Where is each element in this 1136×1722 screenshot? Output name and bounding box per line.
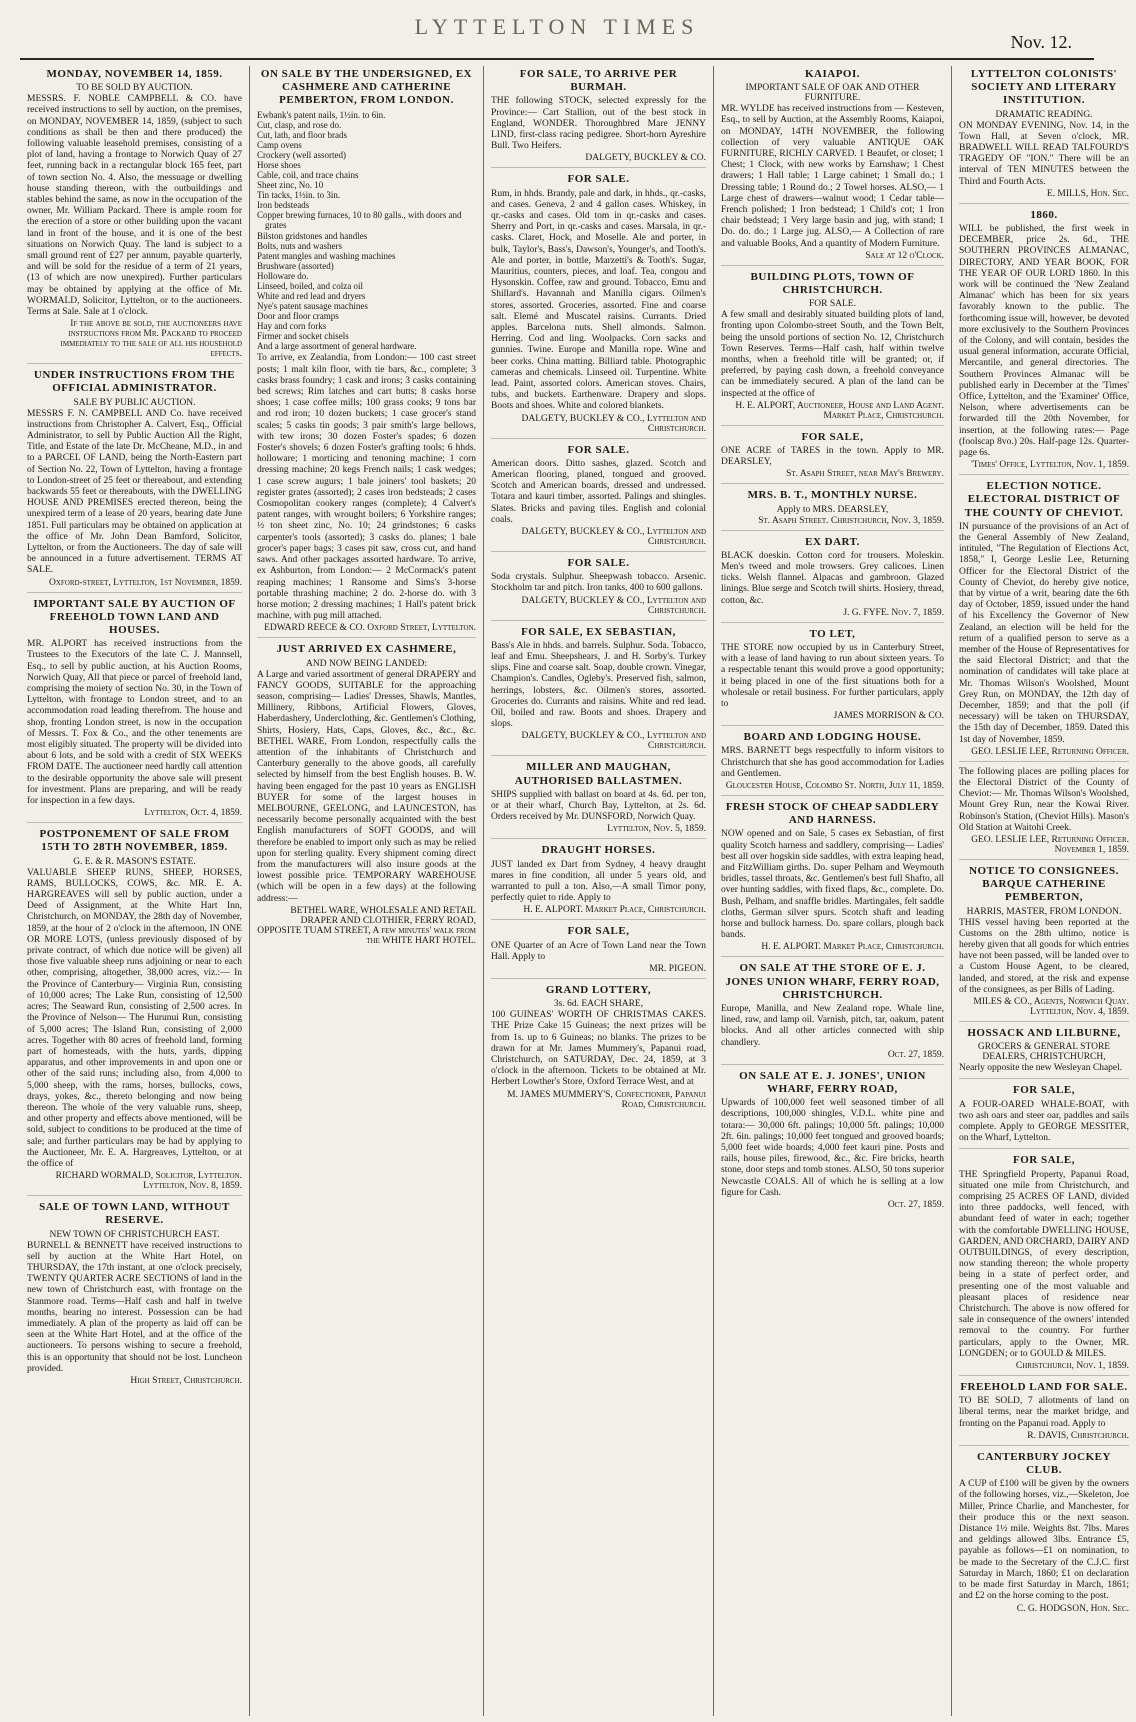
list-item: Sheet zinc, No. 10 bbox=[257, 180, 324, 191]
ad-body: To arrive, ex Zealandia, from London:— 100 cast street posts; 1 malt kiln floor, with tie bars, &c., complete; 3 casks brass foundry; 1 cask and irons; 3 casks containing bed screws; Rim latches and cart butts; 8 casks horse shoes; 1 case coffee mills; 100 grass cooks; 9 tons bar and rod iron; 10 dozen buckets; 1 case grocer's stand scales; 5 casks tin goods; 3 pair smith's large bellows, with tew irons; 30 dozen Foster's spades; 6 dozen Foster's shovels; 6 dozen Foster's grafting tools; 6 hhds. holloware; 1 morticing and tenoning machine; 1 corn dressing machine; 20 kegs French nails; 1 cask wedges; 1 case screw augurs; 1 bale joiners' tool baskets; 20 register grates (assorted); 2 cases iron bedsteads; 2 cases Cosmopolitan cookery ranges (complete); 4 Calvert's patent ranges, with wrought boilers; 6 Yorkshire ranges; ½ ton sheet zinc, No. 10; 24 grindstones; 6 casks carpenter's tools (assorted); 3 casks do. planes; 1 bale grocer's paper bags; 3 cases pit saw, cross cut, and hand saws. And other packages assorted hardware. To arrive, ex Ashburton, from London:— 2 McCormack's patent reaping machines; 1 Ransome and Sims's 3-horse portable thrashing machine; 2 do. 2-horse do. with 3 horse motion; 2 dressing machines; 1 Hall's patent brick machine, with pug mill attached. bbox=[257, 353, 476, 622]
ad-heading: GRAND LOTTERY, bbox=[545, 984, 652, 997]
ad-body: THE STORE now occupied by us in Canterbury Street, with a lease of land having to run about sixteen years. To a respectable tenant this would prove a good opportunity; it being placed in one of the first situations both for a wholesale or retail business. For further particulars, apply to bbox=[721, 643, 944, 710]
column-2 bbox=[250, 66, 484, 1716]
ad-body: VALUABLE SHEEP RUNS, SHEEP, HORSES, RAMS, BULLOCKS, COWS, &c. MR. E. A. HARGREAVES will sell by public auction, under a Deed of Assignment, at the White Hart Inn, Christchurch, on MONDAY, the 28th day of November, 1859, at the hour of 2 o'clock in the afternoon, IN ONE OR MORE LOTS, (unless previously disposed of by private contract, of which due notice will be given) all those five valuable sheep runs adjoining or near to each other, comprising, altogether, 38,000 acres, viz.:— In the Province of Canterbury— Virginia Run, consisting of 10,000 acres; The Lake Run, consisting of 12,500 acres; The Seaward Run, consisting of 2,500 acres. In the Province of Nelson— The Hurunui Run, consisting of 5,000 acres; The Island Run, consisting of 2,000 acres. Together with 80 acres of freehold land, forming part of homesteads, with the huts, yards, dipping apparatus, and other improvements in and upon one or other of the said runs; including also, from 4,000 to 5,000 sheep, with the rams, horses, bullocks, cows, drays, yokes, &c., thereto belonging and now being thereon. The whole of the very valuable runs, sheep, and other property and effects above mentioned, will be sold, subject to conditions to be produced at the time of sale; and further particulars may be had by applying to the Auctioneer, Mr. E. A. Hargreaves, Lyttelton, or at the office of bbox=[27, 867, 242, 1169]
ad-heading: FOR SALE. bbox=[567, 443, 630, 456]
ad-heading: FOR SALE. bbox=[567, 173, 630, 186]
ad-heading: JUST ARRIVED EX CASHMERE, bbox=[276, 643, 457, 656]
advertisement bbox=[959, 1027, 1129, 1079]
ad-body: THE Springfield Property, Papanui Road, situated one mile from Christchurch, and comprising 25 ACRES OF LAND, divided into three paddocks, well fenced, with abundant feed of water in each; together with the comfortable DWELLING HOUSE, GARDEN, AND ORCHARD, DAIRY AND OUTBUILDINGS, of every description, now standing thereon; the whole property being in a state of perfect order, and presenting one of the most valuable and pleasant places of residence near Christchurch. The above is now offered for sale in consequence of the owners' intended removal to the country. For further particulars, apply to the Owner, MR. LONGDEN; or to GOULD & MILES. bbox=[959, 1169, 1129, 1359]
ad-heading: FOR SALE, EX SEBASTIAN, bbox=[521, 625, 676, 638]
list-item: White and red lead and dryers bbox=[257, 290, 366, 301]
ad-heading: FOR SALE, bbox=[801, 430, 864, 443]
list-item: Nye's patent sausage machines bbox=[257, 301, 368, 312]
advertisement bbox=[27, 1201, 242, 1390]
ad-body: The following places are polling places for the Electoral District of the County of Cheviot:— Mr. Thomas Wilson's Woolshed, Mount Grey Run, near the Kowai River. Robinson's Station, (Cheviot Hills). Mason's Old Station at Waitohi Creek. bbox=[959, 766, 1129, 833]
ad-heading: IMPORTANT SALE BY AUCTION OF FREEHOLD TOWN LAND AND HOUSES. bbox=[33, 597, 236, 637]
ad-signature: Sale at 12 o'Clock. bbox=[865, 250, 944, 261]
advertisement bbox=[27, 598, 242, 824]
list-item: Iron bedsteads bbox=[257, 200, 310, 211]
column-3 bbox=[484, 66, 714, 1716]
ad-heading: DRAUGHT HORSES. bbox=[541, 844, 656, 857]
ad-heading: ON SALE AT THE STORE OF E. J. JONES UNION WHARF, FERRY ROAD, CHRISTCHURCH. bbox=[725, 962, 940, 1001]
ad-body: ONE ACRE of TARES in the town. Apply to MR. DEARSLEY, bbox=[721, 446, 944, 468]
ad-heading: FOR SALE. bbox=[567, 557, 630, 570]
advertisement bbox=[959, 767, 1129, 860]
ad-signature: DALGETY, BUCKLEY & CO., Lyttelton and Christchurch. bbox=[521, 595, 706, 616]
ad-body: Soda crystals. Sulphur. Sheepwash tobacco. Arsenic. Stockholm tar and pitch. Iron tanks, 400 to 600 gallons. bbox=[491, 572, 706, 594]
list-item: Camp ovens bbox=[257, 139, 302, 150]
ad-signature: R. DAVIS, Christchurch. bbox=[1027, 1430, 1129, 1441]
ad-signature: DALGETY, BUCKLEY & CO., Lyttelton and Christchurch. bbox=[521, 527, 706, 548]
advertisement bbox=[959, 1154, 1129, 1376]
ad-body: A few small and desirably situated building plots of land, fronting upon Colombo-street South, and the Town Belt, being the unsold portions of section No. 12, Christchurch Town Reserves. Terms—Half cash, half within twelve months, when a freehold title will be granted; or, if preferred, by paying cash down, a freehold conveyance can be immediately secured. A plan of the land can be inspected at the office of bbox=[721, 310, 944, 399]
advertisement bbox=[959, 68, 1129, 204]
advertisement bbox=[959, 1451, 1129, 1618]
advertisement bbox=[491, 68, 706, 168]
ad-heading: FREEHOLD LAND FOR SALE. bbox=[960, 1381, 1128, 1394]
list-item: Cut, lath, and floor brads bbox=[257, 129, 347, 140]
advertisement bbox=[27, 828, 242, 1196]
ad-body: Rum, in hhds. Brandy, pale and dark, in hhds., qr.-casks, and cases. Geneva, 2 and 4 gallon cases. Whiskey, in qr.-casks and cases. Old tom in qr.-casks and cases. Sherry and Port, in qr.-casks and cases. Marsala, in qr.-casks. Claret, Hock, and Moselle. Ale and porter, in bulk, Taylor's, Bass's, Dawson's, Younger's, and Tooth's. Ale and porter, in bottle, Marzetti's & Tooth's. Sugar, Mauritius, counters, pieces, and loaf. Tea, congou and Hysonskin. Coffee, raw and ground. Tobacco, Emu and Shillard's. Havannah and Manilla cigars. Oilmen's stores, assorted. Groceries, assorted. Fine and coarse salt. Elemé and Muscatel raisins. Currants. Dried apples. Barcelona nuts. Shell almonds. Salmon. Herring. Cod and ling. Woolpacks. Corn sacks and gunnies. Twine. Europe and Manilla rope. Wine and beer corks. China matting. Billiard table. Photographic cameras and chemicals. Linseed oil. Turpentine. White lead. Paint, assorted colors. American stoves. Chairs, tubs, and buckets. Earthenware. Drapery and slops. Boots and shoes. White and colored blankets. bbox=[491, 188, 706, 412]
ad-subheading: GROCERS & GENERAL STORE DEALERS, CHRISTCHURCH, bbox=[977, 1042, 1111, 1063]
ad-signature: Lyttelton, Oct. 4, 1859. bbox=[144, 808, 242, 819]
ad-body: IN pursuance of the provisions of an Act of the General Assembly of New Zealand, intituled, "The Regulation of Elections Act, 1858," I, George Leslie Lee, Returning Officer for the Electoral District of the County of Cheviot, do hereby give notice, that by virtue of a writ, bearing date the 6th day of October, 1859, issued under the hand of his Excellency the Governor of New Zealand, an election will be held for the return of a qualified person to serve as a member of the House of Representatives for the said Electoral District; and that the nomination of candidates will take place at Mr. Thomas Wilson's Woolshed, Mount Grey Run, on MONDAY, the 12th day of December, 1859; and that the poll (if necessary) will be taken on THURSDAY, the 15th day of December, 1859. Dated this 1st day of November, 1859. bbox=[959, 521, 1129, 745]
ad-signature: DALGETY, BUCKLEY & CO., Lyttelton and Christchurch. bbox=[521, 413, 706, 434]
advertisement bbox=[721, 1070, 944, 1214]
ad-subheading: TO BE SOLD BY AUCTION. bbox=[76, 83, 193, 94]
advertisement bbox=[721, 489, 944, 530]
ad-subheading: DRAMATIC READING. bbox=[995, 109, 1093, 120]
ad-body: MESSRS F. N. CAMPBELL AND Co. have received instructions from Christopher A. Calvert, Esq., Official Administrator, to sell by Public Auction All the Right, Title, and Estate of the late Dr. McCheane, M.D., in and to a PARCEL OF LAND, being the North-Eastern part of Section No. 22, Town of Lyttelton, having a frontage to London-street of 25 feet or thereabout, and extending backwards 55 feet or thereabouts, with the DWELLING HOUSE AND PREMISES erected thereon, being the unexpired term of a lease of 20 years, bearing date June 1851. Full particulars may be obtained on application at the office of Mr. John Dean Bamford, Solicitor, Lyttelton, or from the Auctioneers. The day of sale will be announced in a future advertisement. TERMS AT SALE. bbox=[27, 408, 242, 576]
ad-body: BURNELL & BENNETT have received instructions to sell by auction at the White Hart Hotel, on THURSDAY, the 17th instant, at one o'clock precisely, TWENTY QUARTER ACRE SECTIONS of land in the new town of Christchurch east, with frontage on the Stanmore road. Terms—Half cash and half in twelve months, bearing no interest. Possession can be had immediately. A plan of the property as laid off can be seen at the White Hart Hotel, and at the office of the auctioneers. To persons wishing to secure a freehold, this is an opportunity that should not be lost. Luncheon provided. bbox=[27, 1240, 242, 1374]
ad-signature: GEO. LESLIE LEE, Returning Officer. November 1, 1859. bbox=[971, 835, 1129, 856]
ad-signature: If the above be sold, the auctioneers have instructions from Mr. Packard to proceed immediately to the sale of all his household effects. bbox=[60, 319, 242, 360]
ad-signature: Christchurch, Nov. 1, 1859. bbox=[1015, 1361, 1129, 1372]
advertisement bbox=[257, 68, 476, 638]
ad-heading: FOR SALE, TO ARRIVE PER BURMAH. bbox=[519, 68, 678, 94]
advertisement bbox=[959, 480, 1129, 762]
ad-signature: BETHEL WARE, WHOLESALE AND RETAIL DRAPER AND CLOTHIER, FERRY ROAD, OPPOSITE TUAM STREET, A few minutes' walk from the WHITE HART HOTEL. bbox=[257, 905, 476, 946]
ad-heading: FOR SALE, bbox=[1013, 1084, 1075, 1097]
ad-signature: St. Asaph Street. Christchurch, Nov. 3, 1859. bbox=[758, 515, 944, 526]
ad-subheading: FOR SALE. bbox=[809, 299, 856, 310]
list-item: And a large assortment of general hardware. bbox=[257, 341, 417, 352]
ad-subheading: SALE BY PUBLIC AUCTION. bbox=[73, 397, 196, 408]
ad-heading: MILLER AND MAUGHAN, AUTHORISED BALLASTMEN. bbox=[514, 761, 683, 787]
ad-signature: Oct. 27, 1859. bbox=[887, 1200, 944, 1210]
ad-heading: ON SALE BY THE UNDERSIGNED, EX CASHMERE AND CATHERINE PEMBERTON, FROM LONDON. bbox=[260, 68, 473, 107]
columns bbox=[20, 66, 1129, 1716]
list-item: Firmer and socket chisels bbox=[257, 331, 349, 342]
list-item: Cut, clasp, and rose do. bbox=[257, 119, 342, 130]
ad-signature: Oxford-street, Lyttelton, 1st November, 1859. bbox=[49, 577, 242, 588]
ad-signature: JAMES MORRISON & CO. bbox=[833, 711, 944, 722]
ad-heading: ON SALE AT E. J. JONES', UNION WHARF, FERRY ROAD, bbox=[739, 1069, 926, 1095]
advertisement bbox=[491, 984, 706, 1114]
list-item: Hay and corn forks bbox=[257, 321, 327, 332]
list-item: Bilston gridstones and handles bbox=[257, 230, 368, 241]
ad-signature: DALGETY, BUCKLEY & CO. bbox=[585, 153, 706, 164]
ad-subheading: IMPORTANT SALE OF OAK AND OTHER FURNITURE. bbox=[745, 83, 920, 104]
list-item: Bolts, nuts and washers bbox=[257, 240, 342, 251]
list-item: Tin tacks, 1½in. to 3in. bbox=[257, 190, 341, 201]
ad-heading: FOR SALE, bbox=[567, 925, 630, 938]
ad-signature: GEO. LESLIE LEE, Returning Officer. bbox=[971, 746, 1129, 757]
advertisement bbox=[491, 626, 706, 757]
list-item: Holloware do. bbox=[257, 270, 309, 281]
ad-body: MRS. BARNETT begs respectfully to inform visitors to Christchurch that she has good accommodation for Ladies and Gentlemen. bbox=[721, 746, 944, 779]
ad-body: 100 GUINEAS' WORTH OF CHRISTMAS CAKES. THE Prize Cake 15 Guineas; the next prizes will be from 1s. up to 6 Guineas; no blanks. The prizes to be drawn for at Mr. James Mummery's, Papanui road, Christchurch, on SATURDAY, Dec. 24, 1859, at 3 o'clock in the afternoon. Tickets to be obtained at Mr. Herbert Lowther's Store, Oxford Terrace West, and at bbox=[491, 1010, 706, 1088]
ad-body: SHIPS supplied with ballast on board at 4s. 6d. per ton, or at their wharf, Church Bay, Lyttelton, at 2s. 6d. Orders received by Mr. DUNSFORD, Norwich Quay. bbox=[491, 789, 706, 823]
ad-heading: FRESH STOCK OF CHEAP SADDLERY AND HARNESS. bbox=[725, 801, 940, 827]
ad-body: American doors. Ditto sashes, glazed. Scotch and American flooring, planed, tongued and grooved. Scotch and American boards, dressed and undressed. Totara and kauri timber, assorted. Palings and shingles. Slates. Bricks and paving tiles. English and colonial coals. bbox=[491, 458, 706, 525]
ad-signature: J. G. FYFE. Nov. 7, 1859. bbox=[843, 607, 944, 618]
ad-signature: Oct. 27, 1859. bbox=[887, 1049, 944, 1060]
ad-subheading: AND NOW BEING LANDED: bbox=[306, 658, 427, 669]
ad-body: Europe, Manilla, and New Zealand rope. Whale line, lined, raw, and lamp oil. Varnish, pitch, tar, oakum, patent blocks. And all other articles connected with ship chandlery. bbox=[721, 1003, 944, 1048]
advertisement bbox=[959, 209, 1129, 475]
advertisement bbox=[491, 173, 706, 438]
ad-signature: RICHARD WORMALD, Solicitor, Lyttelton. Lyttelton, Nov. 8, 1859. bbox=[55, 1171, 242, 1192]
ad-heading: FOR SALE, bbox=[1013, 1154, 1075, 1167]
ad-signature: Lyttelton, Nov. 5, 1859. bbox=[607, 824, 706, 835]
advertisement bbox=[27, 68, 242, 364]
ad-body: MR. ALPORT has received instructions from the Trustees to the Executors of the late C. J. Mannsell, Esq., to sell by public auction, at his Auction Rooms, Norwich Quay, All that piece or parcel of freehold land, comprising the moiety of section No. 30, in the Town of Lyttelton, with frontage to London street, and to an accommodation road leading therefrom. The house and shop, fronting London street, is now in the occupation of Messrs. T. Fox & Co., and the other tenements are most eligibly situated. The property will be divided into about 6 lots, and be sold with a credit of SIX WEEKS FROM DATE. The auctioneer need hardly call attention to the desirable opportunity the above sale will present for investment. Plans are preparing, and will be ready for inspection in a few days. bbox=[27, 639, 242, 807]
ad-signature: MR. PIGEON. bbox=[649, 964, 706, 975]
ad-body: A FOUR-OARED WHALE-BOAT, with two ash oars and steer oar, paddles and sails complete. Apply to GEORGE MESSITER, on the Wharf, Lyttelton. bbox=[959, 1099, 1129, 1144]
ad-heading: POSTPONEMENT OF SALE FROM 15TH TO 28TH NOVEMBER, 1859. bbox=[39, 828, 230, 854]
ad-signature: M. JAMES MUMMERY'S, Confectioner, Papanui Road, Christchurch. bbox=[507, 1089, 706, 1110]
list-item: Brushware (assorted) bbox=[257, 260, 334, 271]
list-item: Cable, coil, and trace chains bbox=[257, 170, 359, 181]
ad-heading: NOTICE TO CONSIGNEES. BARQUE CATHERINE PEMBERTON, bbox=[969, 865, 1119, 904]
ad-heading: ELECTION NOTICE. ELECTORAL DISTRICT OF THE COUNTY OF CHEVIOT. bbox=[964, 480, 1124, 519]
ad-signature: H. E. ALPORT. Market Place, Christchurch. bbox=[761, 942, 944, 953]
ad-heading: 1860. bbox=[1030, 208, 1058, 221]
ad-subheading: HARRIS, MASTER, FROM LONDON. bbox=[966, 906, 1122, 917]
ad-body: WILL be published, the first week in DECEMBER, price 2s. 6d., THE SOUTHERN PROVINCES ALMANAC, DIRECTORY, AND YEAR BOOK, FOR THE YEAR OF OUR LORD 1860. In this work will be continued the 'New Zealand Almanac' which has been for six years favorably known to the public. The forthcoming issue will, however, be devoted more exclusively to the Southern Provinces of the Colony, and will contain, besides the usual general information, accurate Official, Mercantile, and general directories. The Southern Provinces Almanac will be published early in December at the 'Times' Office, Lyttelton, and the 'Examiner' Office, Nelson, where advertisements can be forwarded till the 20th November, for insertion, at the following rates:— Page (foolscap 8vo.) 20s. Half-page 12s. Quarter-page 6s. bbox=[959, 223, 1129, 459]
ad-signature: DALGETY, BUCKLEY & CO., Lyttelton and Christchurch. bbox=[521, 731, 706, 752]
ad-heading: BUILDING PLOTS, TOWN OF CHRISTCHURCH. bbox=[750, 270, 915, 297]
advertisement bbox=[491, 925, 706, 979]
list-item: Patent mangles and washing machines bbox=[257, 250, 396, 261]
advertisement bbox=[27, 369, 242, 592]
ad-body: MR. WYLDE has received instructions from — Kesteven, Esq., to sell by Auction, at the Assembly Rooms, Kaiapoi, on MONDAY, 14TH NOVEMBER, the following collection of very valuable ANTIQUE OAK FURNITURE, RICHLY CARVED. 1 Beaufet, or closet; 1 Chest; 1 Clock, with new works by Earnshaw; 1 Chest drawers; 1 Hall table; 1 Large cabinet; 1 Small do.; 1 Dressing table; 1 Round do.; 2 Towel horses. ALSO,— 1 Large chest of drawers—walnut wood; 1 Cedar table—French polished; 1 Iron bedstead; 1 Child's cot; 1 Iron chair bedstead; 1 Very large basin and jug, with stand; 1 Do. do. do.; 1 Large jug. ALSO,— A Collection of rare and valuable Books, And a quantity of Modern Furniture. bbox=[721, 104, 944, 249]
column-1 bbox=[20, 66, 250, 1716]
ad-body: JUST landed ex Dart from Sydney, 4 heavy draught mares in fine condition, all under 5 years old, and warranted to pull a ton. Also,—A small Timor pony, perfectly quiet to ride. Apply to bbox=[491, 859, 706, 904]
ad-signature: H. E. ALPORT. Market Place, Christchurch. bbox=[523, 905, 706, 916]
advertisement bbox=[959, 865, 1129, 1022]
column-4 bbox=[714, 66, 952, 1716]
page-date: Nov. 12. bbox=[1010, 32, 1072, 52]
ad-body: THE following STOCK, selected expressly for the Province:— Cart Stallion, out of the best stock in England, WONDER. Thoroughbred Mare JENNY LIND, first-class racing pedigree. Short-horn Ayreshire Bull. Two Heifers. bbox=[491, 96, 706, 152]
ad-subheading: NEW TOWN OF CHRISTCHURCH EAST. bbox=[49, 1229, 220, 1240]
list-item: Linseed, boiled, and colza oil bbox=[257, 280, 363, 291]
advertisement bbox=[491, 844, 706, 920]
ad-body: A Large and varied assortment of general DRAPERY and FANCY GOODS, SUITABLE for the approaching season, comprising— Ladies' Dresses, Shawls, Mantles, Millinery, Ribbons, Artificial Flowers, Gloves, Haberdashery, Underclothing, &c. Gentlemen's Clothing, Shirts, Hosiery, Hats, Caps, Gloves, &c., &c., &c. BETHEL WARE, From London, respectfully calls the attention of the inhabitants of Christchurch and Canterbury generally to the above goods, all carefully selected by himself from the best English houses. B. W. having been engaged for the past 10 years as ENGLISH BUYER for some of the largest houses in MELBOURNE, GEELONG, and LAUNCESTON, has necessarily become personally acquainted with the best English manufacturers of SOFT GOODS, and will therefore be enabled to import only such as may be relied upon for sterling quality. Every shipment coming direct from the manufacturers will also insure goods at the lowest possible price. TEMPORARY WAREHOUSE (which will be open in a few days) at the following address:— bbox=[257, 669, 476, 904]
ad-subheading: Apply to MRS. DEARSLEY, bbox=[776, 504, 889, 515]
ad-heading: CANTERBURY JOCKEY CLUB. bbox=[977, 1450, 1111, 1477]
ad-heading: MRS. B. T., MONTHLY NURSE. bbox=[747, 489, 918, 502]
ad-body: A CUP of £100 will be given by the owners of the following horses, viz.,—Skeleton, Joe Miller, Prince Charlie, and Manchester, for their produce this or the next season. Distance 1½ mile. Weights 8st. 7lbs. Mares and geldings allowed 3lbs. Entrance £5, payable as follows—£1 on nomination, to be made to the Secretary of the C.J.C. first Saturday in March, 1860; £1 on declaration to be made first Saturday in March, 1861; and £2 on the horse coming to the post. bbox=[959, 1479, 1129, 1602]
advertisement bbox=[721, 536, 944, 623]
ad-signature: MILES & CO., Agents, Norwich Quay. Lyttelton, Nov. 4, 1859. bbox=[973, 997, 1129, 1018]
advertisement bbox=[721, 68, 944, 266]
ad-body: Bass's Ale in hhds. and barrels. Sulphur. Soda. Tobacco, leaf and Emu. Sheepshears, J. and H. Sorby's. Turkey slips. Fine and coarse salt. Soap, double crown. Vinegar, Champion's. Candles, Ogleby's. Preserved fish, salmon, herrings, lobsters, &c. Oilmen's stores, assorted. Groceries do. Currants and raisins. White and red lead. Oil, boiled and raw. Boots and shoes. Drapery and slops. bbox=[491, 640, 706, 730]
ad-body: ONE Quarter of an Acre of Town Land near the Town Hall. Apply to bbox=[491, 940, 706, 962]
ad-signature: C. G. HODGSON, Hon. Sec. bbox=[1016, 1603, 1129, 1614]
ad-heading: SALE OF TOWN LAND, WITHOUT RESERVE. bbox=[39, 1201, 230, 1227]
list-item: Crockery (well assorted) bbox=[257, 149, 346, 160]
column-5 bbox=[952, 66, 1136, 1716]
ad-subheading: G. E. & R. MASON'S ESTATE. bbox=[73, 856, 196, 867]
ad-signature: H. E. ALPORT, Auctioneer, House and Land Agent. Market Place, Christchurch. bbox=[735, 400, 944, 421]
advertisement bbox=[721, 731, 944, 796]
ad-signature: EDWARD REECE & CO. Oxford Street, Lyttelton. bbox=[264, 623, 476, 634]
advertisement bbox=[491, 761, 706, 839]
ad-body: TO BE SOLD, 7 allotments of land on liberal terms, near the market bridge, and fronting on the Papanui road. Apply to bbox=[959, 1396, 1129, 1429]
ad-body: Nearly opposite the new Wesleyan Chapel. bbox=[959, 1063, 1123, 1074]
item-list bbox=[257, 110, 476, 352]
list-item: Door and floor cramps bbox=[257, 311, 339, 322]
advertisement bbox=[959, 1084, 1129, 1149]
ad-signature: E. MILLS, Hon. Sec. bbox=[1046, 188, 1129, 199]
ad-signature: St. Asaph Street, near May's Brewery. bbox=[786, 469, 944, 480]
advertisement bbox=[721, 271, 944, 426]
ad-heading: HOSSACK AND LILBURNE, bbox=[967, 1027, 1121, 1040]
list-item: Ewbank's patent nails, 1½in. to 6in. bbox=[257, 109, 386, 120]
advertisement bbox=[491, 557, 706, 621]
ad-body: MESSRS. F. NOBLE CAMPBELL & CO. have received instructions to sell by auction, on the premises, on MONDAY, NOVEMBER 14, 1859, (subject to such conditions as shall be then and there produced) the following valuable leasehold premises, consisting of a plot of land, having a frontage to Norwich Quay of 27 feet, running back in a rectangular block 165 feet, part of town section No. 4. Also, the messuage or dwelling house standing thereon, with the outbuildings and stables behind the same, as now in the occupation of the owner, Mr. William Packard. There is ample room for the erection of a store or other building upon the vacant land in front of the house, and it is one of the best situations on Norwich Quay. The land is subject to a small ground rent of £27 per annum, payable quarterly, and will be sold for the residue of a term of 21 years, (13 of which are now unexpired). Further particulars may be obtained by applying at the office of Mr. WORMALD, Solicitor, Lyttelton, or to the auctioneers. Terms at Sale. Sale at 1 o'clock. bbox=[27, 94, 242, 318]
advertisement bbox=[721, 962, 944, 1064]
advertisement bbox=[959, 1381, 1129, 1446]
masthead-title: LYTTELTON TIMES bbox=[414, 14, 700, 39]
ad-heading: MONDAY, NOVEMBER 14, 1859. bbox=[46, 68, 223, 80]
ad-body: ON MONDAY EVENING, Nov. 14, in the Town Hall, at Seven o'clock, MR. BRADWELL WILL READ TALFOURD'S TRAGEDY OF "ION." There will be an interval of TEN MINUTES between the Third and Fourth Acts. bbox=[959, 120, 1129, 187]
ad-body: THIS vessel having been reported at the Customs on the 28th ultimo, notice is hereby given that all goods for which entries have not been passed, will be landed over to a Custom House Agent, to be cleared, landed, and stored, at the risk and expense of the consignees, as per Bills of Lading. bbox=[959, 917, 1129, 995]
advertisement bbox=[721, 431, 944, 485]
ad-signature: 'Times' Office, Lyttelton, Nov. 1, 1859. bbox=[971, 460, 1129, 471]
ad-heading: BOARD AND LODGING HOUSE. bbox=[743, 731, 922, 744]
ad-subheading: 3s. 6d. EACH SHARE, bbox=[553, 999, 644, 1010]
advertisement bbox=[721, 801, 944, 957]
list-item: Copper brewing furnaces, 10 to 80 galls., with doors and grates bbox=[257, 210, 462, 231]
ad-signature: Gloucester House, Colombo St. North, July 11, 1859. bbox=[725, 781, 944, 792]
ad-heading: UNDER INSTRUCTIONS FROM THE OFFICIAL ADMINISTRATOR. bbox=[33, 369, 236, 395]
advertisement bbox=[257, 643, 476, 949]
ad-heading: LYTTELTON COLONISTS' SOCIETY AND LITERARY INSTITUTION. bbox=[970, 68, 1118, 107]
ad-body: Upwards of 100,000 feet well seasoned timber of all descriptions, 100,000 shingles, V.D.L. white pine and totara:— 30,000 6ft. palings; 10,000 5ft. palings; 10,000 2ft. 6in. palings; 10,000 feet tongued and grooved boards; 5,000 feet wide boards; 4,000 feet kauri pine. Posts and rails, house piles, firewood, &c., &c. Fire bricks, hearth stone, door steps and tomb stones. ALSO, 50 tons superior Newcastle COALS. All of which he is selling at a low figure for Cash. bbox=[721, 1098, 944, 1198]
ad-heading: KAIAPOI. bbox=[804, 68, 861, 80]
ad-signature: High Street, Christchurch. bbox=[130, 1375, 242, 1386]
ad-body: BLACK doeskin. Cotton cord for trousers. Moleskin. Men's tweed and mole trowsers. Grey calicoes. Linen ticks. Welsh flannel. Alpacas and gambroon. Glazed linings. Blue serge and Scotch twill shirts. Hosiery, thread, cotton, &c. bbox=[721, 550, 944, 606]
list-item: Horse shoes bbox=[257, 159, 301, 170]
advertisement bbox=[491, 444, 706, 552]
advertisement bbox=[721, 628, 944, 726]
masthead bbox=[20, 8, 1094, 60]
ad-body: NOW opened and on Sale, 5 cases ex Sebastian, of first quality Scotch harness and saddlery, comprising— Ladies' best all over hogskin side saddles, with extra leaping head, and FitzWilliam girths. Do. super Pelham and Weymouth bridles, tassel throats, &c. Gentlemen's best full Shafto, all over hunting saddles, with fixed flaps, &c., complete. Do. Bush, Pelham, and snaffle bridles. Martingales, felt saddle cloths, German silver spurs. Scotch shaft and leading horse and bullock harness. Do. spare collars, plough back bands. bbox=[721, 829, 944, 941]
ad-heading: TO LET, bbox=[809, 627, 856, 640]
ad-heading: EX DART. bbox=[805, 535, 860, 548]
